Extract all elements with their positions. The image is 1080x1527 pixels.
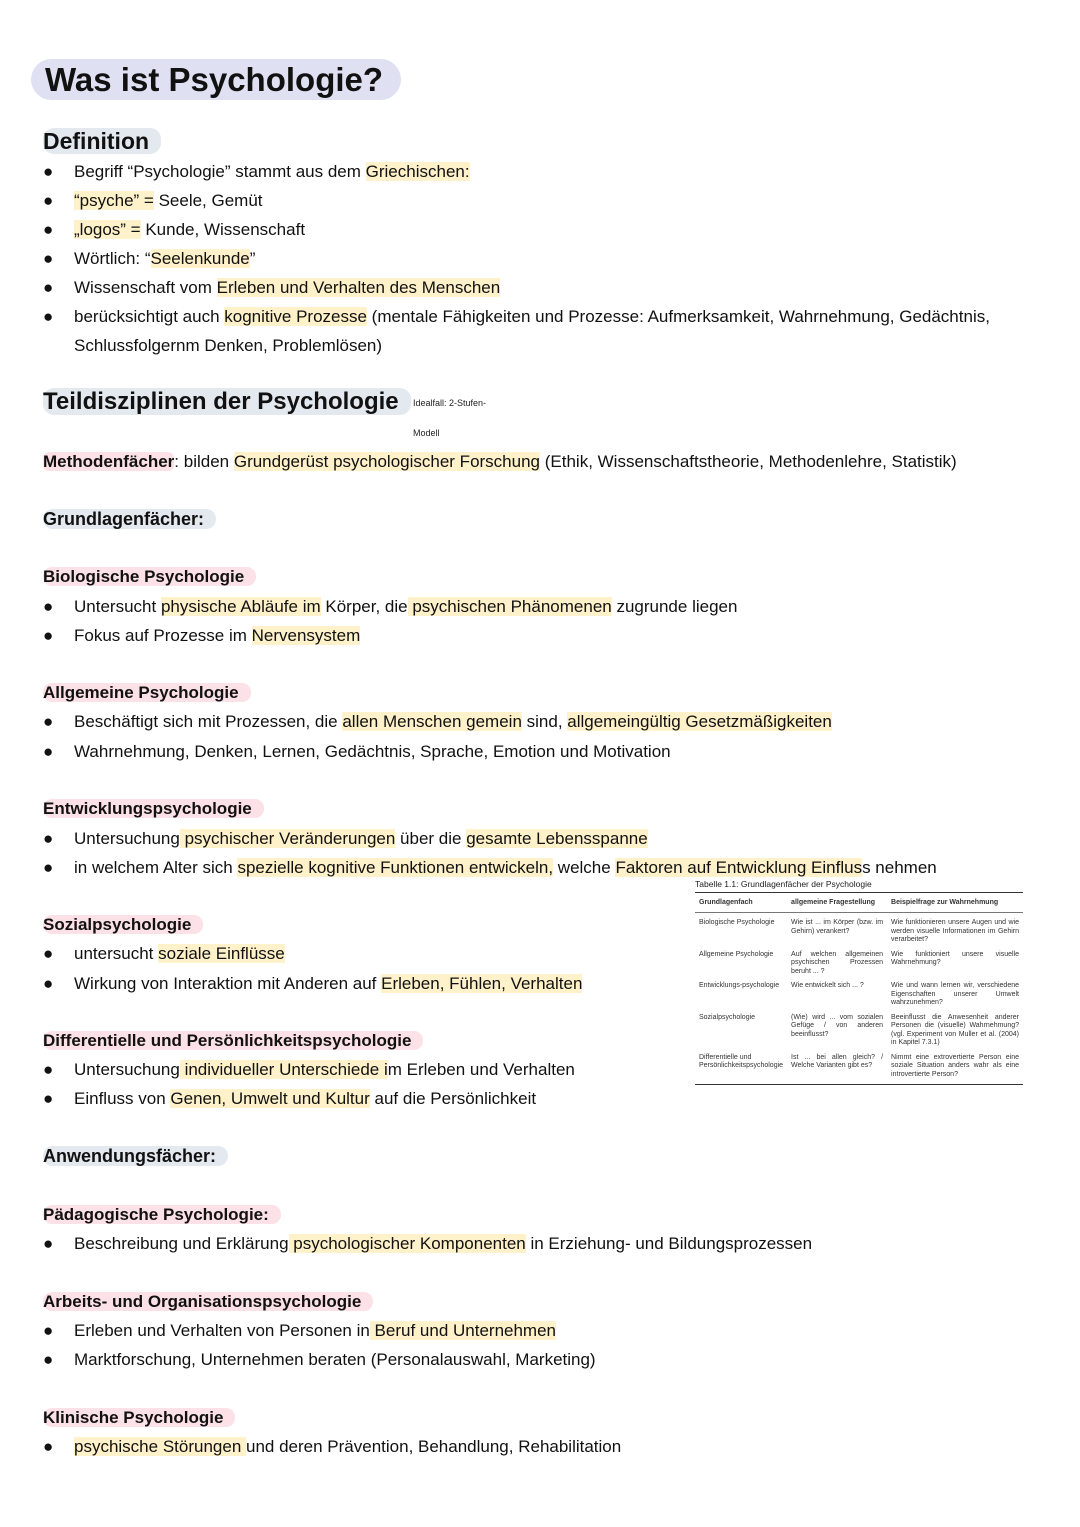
text-highlight: psychischer Veränderungen (179, 829, 396, 848)
grundlagen-heading: Grundlagenfächer: (43, 507, 216, 531)
text-highlight: allgemeingültig Gesetzmäßigkeiten (567, 712, 832, 731)
table-cell: Wie und wann lernen wir, verschiedene Eigenschaften unserer Umwelt wahrzunehmen? (891, 982, 1019, 1006)
bullet-icon: ● (43, 858, 54, 877)
text-highlight: soziale Einflüsse (158, 944, 285, 963)
text-highlight: individueller Unterschiede i (179, 1060, 388, 1079)
text-highlight: physische Abläufe im (160, 597, 321, 616)
sozial-heading: Sozialpsychologie (43, 914, 203, 936)
text-highlight: kognitive Prozesse (224, 307, 367, 326)
bullet-icon: ● (43, 307, 54, 326)
bullet-icon: ● (43, 278, 54, 297)
table-header-cell: Beispielfrage zur Wahrnehmung (887, 892, 1023, 913)
teildisziplinen-heading: Teildisziplinen der Psychologie (43, 388, 411, 416)
table-header-cell: Grundlagenfach (695, 892, 787, 913)
table-cell: Allgemeine Psychologie (699, 950, 774, 958)
bullet-icon: ● (43, 742, 54, 761)
definition-heading: Definition (43, 127, 161, 155)
table-cell: Nimmt eine extrovertierte Person eine soziale Situation anders wahr als eine introvertierte Person? (891, 1053, 1019, 1078)
table-caption: Tabelle 1.1: Grundlagenfächer der Psychologie (695, 879, 872, 889)
text-highlight: Grundgerüst psychologischer Forschung (233, 452, 541, 471)
text-highlight: Griechischen: (365, 162, 470, 181)
page-title: Was ist Psychologie? (31, 59, 401, 100)
text-highlight: gesamte Lebensspanne (466, 829, 648, 848)
text-highlight: Erleben, Fühlen, Verhalten (381, 974, 583, 993)
table-cell: Beeinflusst die Anwesenheit anderer Personen die (visuelle) Wahrnehmung? (vgl. Experiment von Muller et al. (2004) in Kapitel 7.3.1) (891, 1013, 1019, 1046)
text-highlight: Faktoren auf Entwicklung Einflus (615, 858, 863, 877)
text-highlight: psychischen Phänomenen (407, 597, 612, 616)
bullet-icon: ● (43, 944, 54, 963)
list-item-continuation: Schlussfolgernm Denken, Problemlösen) (74, 336, 383, 355)
bullet-icon: ● (43, 626, 54, 645)
text-highlight: Genen, Umwelt und Kultur (170, 1089, 370, 1108)
table-cell: Differentielle und Persönlichkeitspsychologie (699, 1053, 784, 1069)
table-row (695, 1051, 1023, 1085)
table-figure (695, 880, 1023, 1085)
text-highlight: Seelenkunde (150, 249, 250, 268)
margin-note: Idealfall: 2-Stufen- (413, 398, 487, 408)
allgemeine-heading: Allgemeine Psychologie (43, 682, 251, 704)
text-highlight: spezielle kognitive Funktionen entwickeln, (237, 858, 554, 877)
table-row (695, 948, 1023, 980)
bullet-icon: ● (43, 1089, 54, 1108)
bullet-icon: ● (43, 1060, 54, 1079)
table-cell: Wie ist ... im Körper (bzw. im Gehirn) verankert? (791, 919, 884, 935)
bullet-icon: ● (43, 1321, 54, 1340)
bullet-icon: ● (43, 1234, 54, 1253)
text-highlight: Erleben und Verhalten des Menschen (216, 278, 501, 297)
table-cell: Auf welchen allgemeinen psychischen Prozessen beruht ... ? (791, 950, 884, 975)
bullet-icon: ● (43, 597, 54, 616)
table-cell: Wie funktionieren unsere Augen und wie werden visuelle Informationen im Gehirn verarbeitet? (891, 919, 1019, 943)
biologische-heading: Biologische Psychologie (43, 566, 256, 588)
table-row (695, 1011, 1023, 1051)
methodenfaecher-line: Methodenfächer: bilden Grundgerüst psychologischer Forschung (Ethik, Wissenschaftstheorie, Methodenlehre, Statistik) (43, 452, 957, 471)
text-highlight: allen Menschen gemein (342, 712, 522, 731)
margin-note: Modell (413, 428, 440, 438)
bullet-icon: ● (43, 220, 54, 239)
table-cell: Entwicklungs-psychologie (699, 982, 780, 989)
bullet-icon: ● (43, 162, 54, 181)
bullet-icon: ● (43, 1437, 54, 1456)
paedagogisch-heading: Pädagogische Psychologie: (43, 1204, 281, 1226)
table-row (695, 979, 1023, 1011)
text-highlight: psychische Störungen (74, 1437, 246, 1456)
text-highlight: „logos” = (74, 220, 141, 239)
bullet-icon: ● (43, 191, 54, 210)
table-header-row (695, 892, 1023, 913)
text-highlight: psychologischer Komponenten (288, 1234, 526, 1253)
term-highlight: Methodenfächer (43, 452, 175, 471)
bullet-icon: ● (43, 1350, 54, 1369)
klinisch-heading: Klinische Psychologie (43, 1407, 235, 1429)
bullet-icon: ● (43, 974, 54, 993)
table-row (695, 913, 1023, 948)
text-highlight: “psyche” = (74, 191, 154, 210)
table-header-cell: allgemeine Fragestellung (787, 892, 887, 913)
differentiell-heading: Differentielle und Persönlichkeitspsychologie (43, 1030, 423, 1052)
arbeit-heading: Arbeits- und Organisationspsychologie (43, 1291, 373, 1313)
table-cell: (Wie) wird ... vom sozialen Gefüge / von anderen beeinflusst? (791, 1013, 884, 1038)
bullet-icon: ● (43, 712, 54, 731)
table-cell: Ist ... bei allen gleich? / Welche Varianten gibt es? (791, 1053, 884, 1069)
table (695, 892, 1023, 1086)
table-cell: Wie entwickelt sich ... ? (791, 982, 864, 989)
entwicklung-heading: Entwicklungspsychologie (43, 798, 264, 820)
bullet-icon: ● (43, 829, 54, 848)
table-cell: Biologische Psychologie (699, 919, 775, 926)
table-cell: Sozialpsychologie (699, 1013, 756, 1021)
anwendung-heading: Anwendungsfächer: (43, 1144, 228, 1168)
text-highlight: Beruf und Unternehmen (369, 1321, 556, 1340)
bullet-icon: ● (43, 249, 54, 268)
table-cell: Wie funktioniert unsere visuelle Wahrnehmung? (891, 950, 1019, 966)
text-highlight: Nervensystem (251, 626, 361, 645)
